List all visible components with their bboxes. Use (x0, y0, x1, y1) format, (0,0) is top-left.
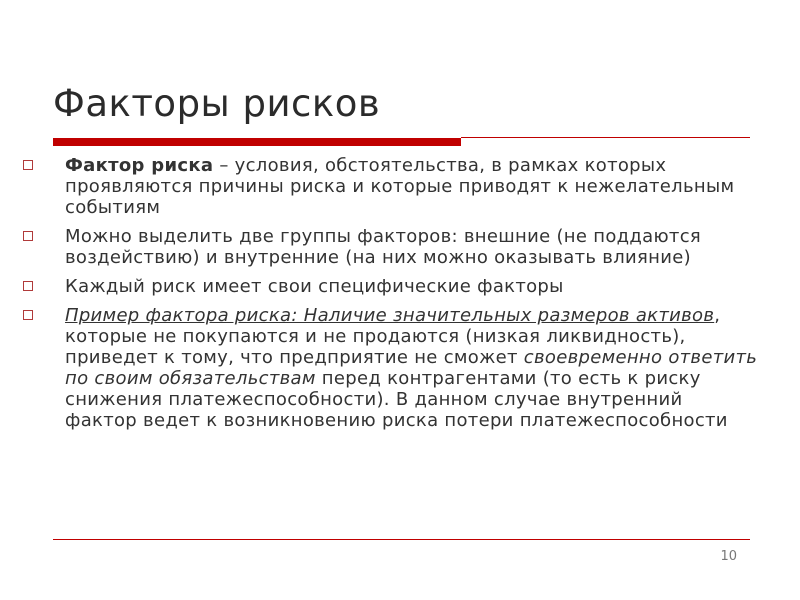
page-number: 10 (720, 549, 737, 564)
bullet-item-specific (20, 276, 760, 297)
bullet-item-groups (20, 226, 760, 268)
title-underline-thick (53, 138, 461, 146)
title-underline-thin (461, 137, 750, 138)
bullet-item-example (20, 305, 760, 431)
square-bullet-icon (23, 231, 33, 241)
term-risk-factor: Фактор риска (65, 155, 214, 176)
groups-text: Можно выделить две группы факторов: внешние (не поддаются воздействию) и внутренние (на них можно оказывать влияние) (65, 226, 702, 268)
footer-divider (53, 539, 750, 540)
example-lead: Пример фактора риска: Наличие значительных размеров активов (65, 305, 715, 326)
square-bullet-icon (23, 310, 33, 320)
square-bullet-icon (23, 281, 33, 291)
bullet-list (20, 155, 760, 439)
square-bullet-icon (23, 160, 33, 170)
bullet-item-definition (20, 155, 760, 218)
definition-text: – условия, обстоятельства, в рамках которых проявляются причины риска и которые приводят к нежелательным событиям (65, 155, 735, 218)
example-text-2: перед контрагентами (то есть к риску снижения платежеспособности). В данном случае внутренний фактор ведет к возникновению риска потери платежеспособности (65, 368, 728, 431)
slide-title: Факторы рисков (53, 82, 381, 125)
specific-text: Каждый риск имеет свои специфические факторы (65, 276, 564, 297)
example-text-1: , которые не покупаются и не продаются (низкая ликвидность), приведет к тому, что предприятие не сможет (65, 305, 721, 368)
example-italic: своевременно ответить по своим обязательствам (65, 347, 758, 389)
